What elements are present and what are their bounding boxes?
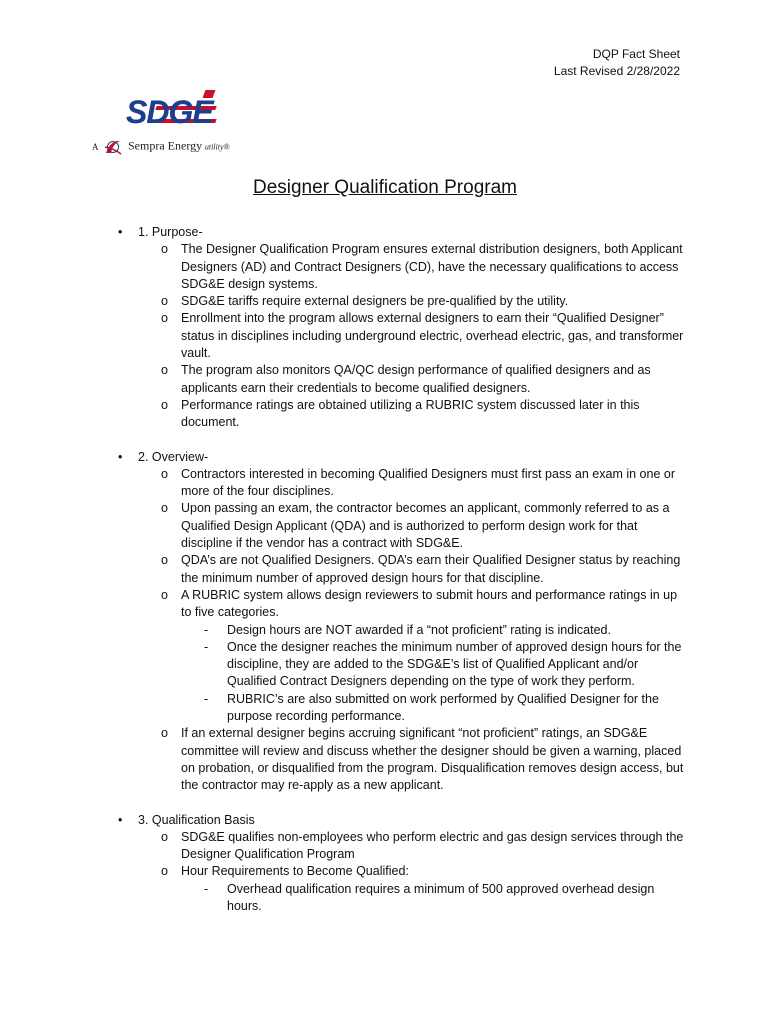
doc-type-label: DQP Fact Sheet — [592, 47, 680, 61]
list-item: o Enrollment into the program allows external designers to earn their “Qualified Designer” status in disciplines including underground electric, overhead electric, gas, and transformer vault. — [161, 311, 684, 361]
document-body — [118, 224, 688, 932]
list-item: o Contractors interested in becoming Qualified Designers must first pass an exam in one or more of the four disciplines. — [161, 466, 675, 499]
list-item: o Hour Requirements to Become Qualified: — [161, 864, 409, 879]
section-heading: • 2. Overview- — [118, 449, 209, 464]
list-item: o SDG&E qualifies non-employees who perform electric and gas design services through the Designer Qualification Program — [161, 829, 684, 862]
list-item: o Performance ratings are obtained utilizing a RUBRIC system discussed later in this document. — [161, 397, 640, 430]
sub-list-item: - Design hours are NOT awarded if a “not proficient” rating is indicated. — [204, 622, 611, 637]
list-item: o A RUBRIC system allows design reviewers to submit hours and performance ratings in up to five categories. — [161, 587, 678, 620]
section-qualification-basis — [118, 812, 688, 916]
sub-list-item: - Once the designer reaches the minimum number of approved design hours for the discipline, they are added to the SDG&E’s list of Qualified Applicant and/or Qualified Contract Designers depending on the type of work they perform. — [204, 639, 682, 689]
sdge-logo — [92, 94, 232, 164]
sempra-swirl-icon — [103, 138, 123, 156]
list-item: o The program also monitors QA/QC design performance of qualified designers and as applicants earn their credentials to become qualified designers. — [161, 363, 651, 395]
sub-list-item: - Overhead qualification requires a minimum of 500 approved overhead design hours. — [204, 881, 655, 913]
sub-list-item: - RUBRIC’s are also submitted on work performed by Qualified Designer for the purpose recording performance. — [204, 691, 659, 724]
sempra-tagline: A Sempra Energy utility® — [92, 138, 230, 156]
list-item: o SDG&E tariffs require external designers be pre-qualified by the utility. — [161, 294, 569, 309]
sdge-wordmark: SDGE — [126, 94, 213, 131]
document-header — [554, 46, 680, 80]
list-item: o QDA’s are not Qualified Designers. QDA’s earn their Qualified Designer status by reaching the minimum number of approved design hours for that discipline. — [161, 553, 681, 585]
section-purpose — [118, 224, 688, 432]
section-overview — [118, 449, 688, 795]
page-title: Designer Qualification Program — [252, 177, 517, 198]
list-item: o Upon passing an exam, the contractor becomes an applicant, commonly referred to as a Qualified Design Applicant (QDA) and is authorized to perform design work for that discipline if the vendor has a contract with SDG&E. — [161, 501, 670, 551]
list-item: o If an external designer begins accruing significant “not proficient” ratings, an SDG&E committee will review and discuss whether the designer should be given a warning, placed on probation, or disqualified from the program. Disqualification removes design access, but the contractor may re-apply as a new applicant. — [161, 726, 684, 793]
list-item: o The Designer Qualification Program ensures external distribution designers, both Applicant Designers (AD) and Contract Designers (CD), have the necessary qualifications to access SDG&E design systems. — [161, 242, 683, 291]
section-heading: • 3. Qualification Basis — [118, 812, 255, 827]
section-heading: • 1. Purpose- — [118, 225, 203, 239]
last-revised-label: Last Revised 2/28/2022 — [553, 64, 680, 78]
